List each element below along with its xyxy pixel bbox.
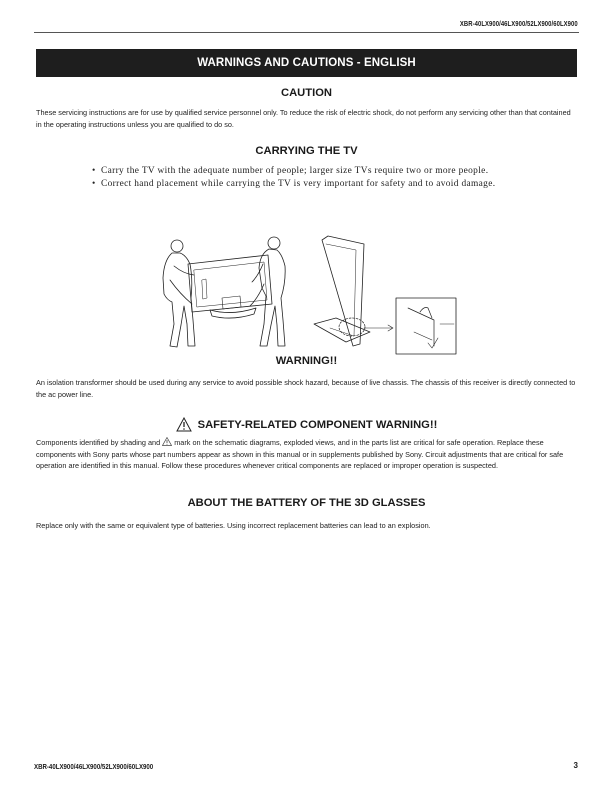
warning-text: An isolation transformer should be used during any service to avoid possible shock hazard, because of live chassis. The chassis of this receiver is directly connected to the ac power line. bbox=[36, 378, 576, 399]
section-banner bbox=[36, 49, 577, 77]
page-number: 3 bbox=[573, 761, 578, 770]
tv-side-view-drawing bbox=[314, 236, 370, 346]
warning-triangle-icon bbox=[176, 417, 192, 432]
caution-text: These servicing instructions are for use by qualified service personnel only. To reduce the risk of electric shock, do not perform any servicing other than that contained in the operating instructions unless you are qualified to do so. bbox=[36, 108, 571, 129]
hand-placement-detail bbox=[364, 298, 456, 354]
safety-text-before-icon: Components identified by shading and bbox=[36, 438, 161, 447]
critical-mark-icon bbox=[162, 437, 172, 446]
caution-heading: CAUTION bbox=[281, 87, 332, 99]
warning-heading: WARNING!! bbox=[275, 355, 338, 367]
safety-heading bbox=[36, 417, 577, 432]
tv-carrying-illustration bbox=[150, 228, 462, 358]
battery-text: Replace only with the same or equivalent type of batteries. Using incorrect replacement batteries can lead to an explosion. bbox=[36, 521, 431, 530]
carrying-bullet-list bbox=[92, 165, 532, 191]
header-divider bbox=[34, 32, 579, 33]
header-model-number: XBR-40LX900/46LX900/52LX900/60LX900 bbox=[460, 19, 578, 28]
safety-heading-label: SAFETY-RELATED COMPONENT WARNING!! bbox=[197, 418, 438, 431]
carrying-heading: CARRYING THE TV bbox=[255, 145, 358, 157]
carrying-bullet-1: • Carry the TV with the adequate number of people; larger size TVs require two or more people. bbox=[92, 165, 532, 178]
safety-text bbox=[36, 437, 577, 472]
carrying-bullet-2: • Correct hand placement while carrying the TV is very important for safety and to avoid damage. bbox=[92, 178, 532, 191]
battery-heading: ABOUT THE BATTERY OF THE 3D GLASSES bbox=[187, 497, 426, 509]
footer-model-number: XBR-40LX900/46LX900/52LX900/60LX900 bbox=[34, 762, 154, 771]
banner-title: WARNINGS AND CAUTIONS - ENGLISH bbox=[197, 57, 416, 69]
safety-text-after-icon: mark on the schematic diagrams, exploded views, and in the parts list are critical for safe operation. Replace these components with Sony parts whose part numbers appear as shown in this manual or in supplements published by Sony. Circuit adjustments that are critical for safe operation are identified in this manual. Follow these procedures whenever critical components are replaced or improper operation is suspected. bbox=[36, 438, 564, 471]
people-carrying-tv-drawing bbox=[163, 237, 285, 347]
